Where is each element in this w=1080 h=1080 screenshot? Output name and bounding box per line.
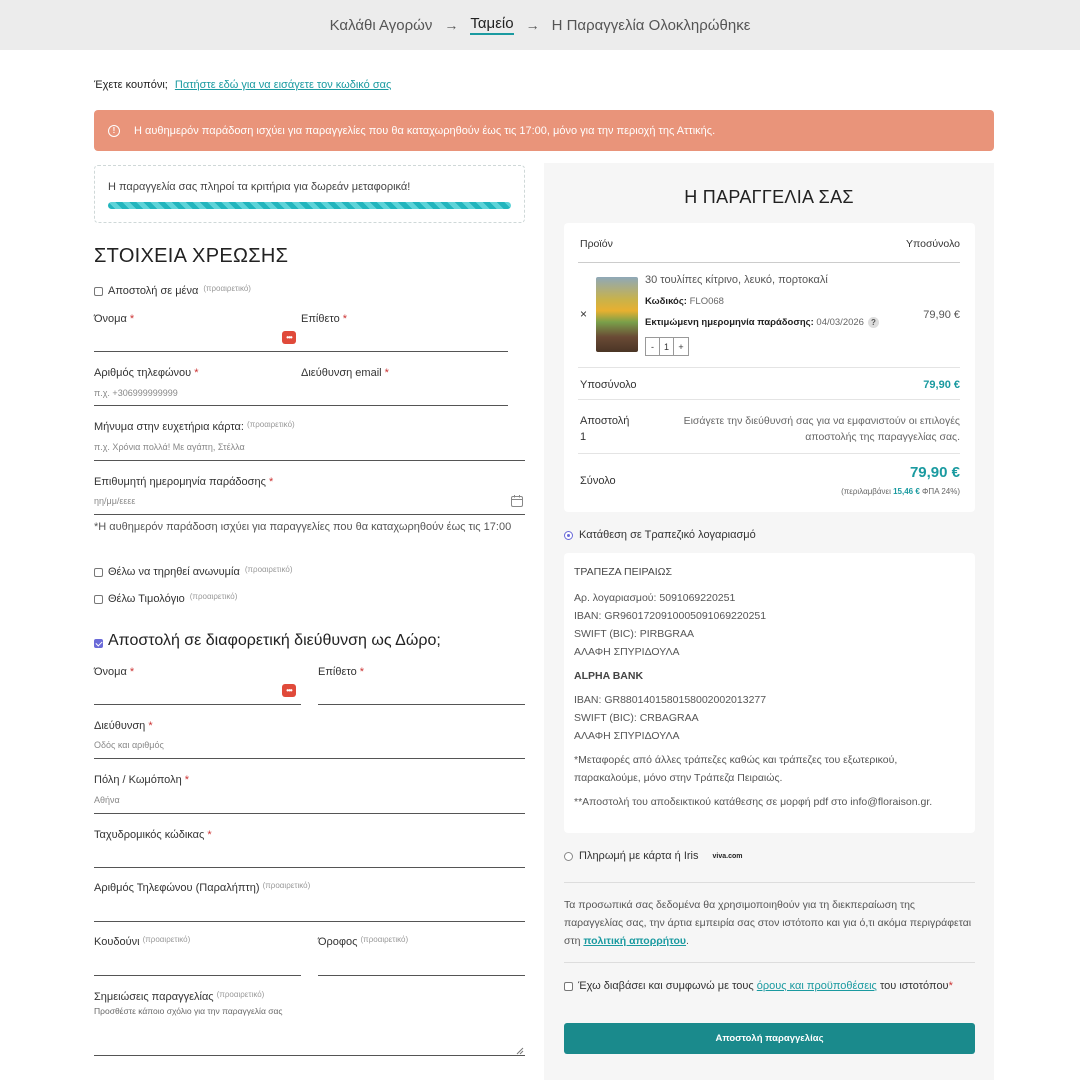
autofill-icon[interactable]: ••• [282,331,296,344]
divider [578,453,960,454]
terms-link[interactable]: όρους και προϋποθέσεις [756,980,877,992]
gift-address-underline [94,758,525,759]
phone-underline [94,405,301,406]
privacy-policy-link[interactable]: πολιτική απορρήτου [583,935,687,947]
product-code: Κωδικός: FLO068 [645,296,724,307]
arrow-right-icon: → [444,17,459,33]
quantity-stepper [645,337,689,356]
product-name[interactable]: 30 τουλίπες κίτρινο, λευκό, πορτοκαλί [645,274,828,286]
first-name-input[interactable] [94,351,301,352]
gift-city-underline [94,813,525,814]
optional-tag: (προαιρετικό) [203,283,251,293]
order-notes-underline [94,1055,525,1056]
invoice-checkbox[interactable] [94,595,103,604]
col-subtotal: Υποσύνολο [906,238,960,250]
delivery-date-input[interactable]: ηη/μμ/εεεε [94,496,136,506]
remove-item-icon[interactable]: × [580,307,588,321]
card-payment-label[interactable]: Πληρωμή με κάρτα ή Iris [579,850,699,862]
autofill-icon[interactable]: ••• [282,684,296,697]
qty-minus-button[interactable]: - [646,338,660,355]
anonymous-row: Θέλω να τηρηθεί ανωνυμία (προαιρετικό) [94,566,292,578]
same-day-notice [94,110,994,151]
bank1-name: ΤΡΑΠΕΖΑ ΠΕΙΡΑΙΩΣ [574,566,672,578]
divider [564,882,975,883]
gift-floor-label: Όροφος $^{(\pi\rho o\alpha\iota\rho\varepsilon\tau\iota\kappa ό)}$ [318,935,409,948]
table-header-divider [578,262,960,263]
card-message-label: Μήνυμα στην ευχετήρια κάρτα: $^{(\pi\rho o\alpha\iota\rho\varepsilon\tau\iota\kappa ό)}$ [94,420,295,433]
shipping-text: Εισάγετε την διεύθυνσή σας για να εμφανιστούν οι επιλογές αποστολής της παραγγελίας σας. [683,415,960,443]
vat-note: (περιλαμβάνει 15,46 € ΦΠΑ 24%) [841,487,960,496]
gift-postcode-input[interactable] [94,867,525,868]
coupon-link[interactable]: Πατήστε εδώ για να εισάγετε τον κωδικό σας [174,79,392,91]
coupon-prompt [94,79,391,91]
gift-floor-input[interactable] [318,975,525,976]
gift-first-name-label: Όνομα * [94,666,135,678]
email-label: Διεύθυνση email * [301,367,389,379]
gift-recipient-phone-input[interactable] [94,921,525,922]
total-value: 79,90 € [909,464,960,481]
bank-transfer-radio[interactable] [564,531,573,540]
bank2-holder: ΑΛΑΦΗ ΣΠΥΡΙΔΟΥΛΑ [574,730,680,742]
breadcrumb-checkout[interactable]: Ταμείο [470,15,513,35]
order-notes-input[interactable]: Προσθέστε κάποιο σχόλιο για την παραγγελία σας [94,1006,283,1016]
payment-card-row [564,850,742,862]
info-icon: ! [108,125,120,137]
total-label: Σύνολο [580,475,616,487]
bank1-swift: SWIFT (BIC): PIRBGRAA [574,628,694,640]
first-name-label: Όνομα * [94,313,135,325]
gift-last-name-label: Επίθετο * [318,666,365,678]
send-to-me-checkbox[interactable] [94,287,103,296]
free-shipping-progress [108,202,511,209]
email-input[interactable] [301,405,508,406]
qty-plus-button[interactable]: + [678,341,684,352]
shipping-label: Αποστολή 1 [580,415,630,443]
gift-doorbell-input[interactable] [94,975,301,976]
gift-city-label: Πόλη / Κωμόπολη * [94,774,190,786]
place-order-button[interactable]: Αποστολή παραγγελίας [564,1023,975,1054]
card-payment-radio[interactable] [564,852,573,861]
gift-checkbox-wrap [94,639,103,651]
gift-checkbox[interactable] [94,639,103,648]
bank2-name: ALPHA BANK [574,670,644,682]
phone-input[interactable]: π.χ. +306999999999 [94,388,178,398]
last-name-input[interactable] [301,351,508,352]
gift-recipient-phone-label: Αριθμός Τηλεφώνου (Παραλήπτη) $^{(\pi\rho o\alpha\iota\rho\varepsilon\tau\iota\kappa ό)}$ [94,881,311,894]
bank2-iban: IBAN: GR8801401580158002002013277 [574,694,767,706]
invoice-row: Θέλω Τιμολόγιο (προαιρετικό) [94,593,237,605]
payment-bank-row [564,529,756,541]
bank-transfer-label[interactable]: Κατάθεση σε Τραπεζικό λογαριασμό [579,529,756,541]
bank1-account: Αρ. λογαριασμού: 5091069220251 [574,592,736,604]
subtotal-label: Υποσύνολο [580,379,637,391]
gift-city-input[interactable]: Αθήνα [94,795,120,805]
delivery-date-label: Επιθυμητή ημερομηνία παράδοσης * [94,476,274,488]
breadcrumb-cart[interactable]: Καλάθι Αγορών [329,16,433,34]
product-thumbnail[interactable] [596,277,638,352]
gift-address-label: Διεύθυνση * [94,720,153,732]
gift-doorbell-label: Κουδούνι $^{(\pi\rho o\alpha\iota\rho\varepsilon\tau\iota\kappa ό)}$ [94,935,191,948]
divider [564,962,975,963]
bank1-iban: IBAN: GR9601720910005091069220251 [574,610,767,622]
calendar-icon[interactable] [510,494,524,511]
bank-details [574,563,964,811]
gift-postcode-label: Ταχυδρομικός κώδικας * [94,829,212,841]
free-shipping-box [94,165,525,223]
order-notes-label: Σημειώσεις παραγγελίας $^{(\pi\rho o\alpha\iota\rho\varepsilon\tau\iota\kappa ό)}$ [94,990,265,1003]
bank2-swift: SWIFT (BIC): CRBAGRAA [574,712,699,724]
send-to-me-label: Αποστολή σε μένα [108,285,199,297]
delivery-note: *Η αυθημερόν παράδοση ισχύει για παραγγελίες που θα καταχωρηθούν έως τις 17:00 [94,521,512,533]
subtotal-value: 79,90 € [923,379,960,391]
coupon-question: Έχετε κουπόνι; [94,79,168,91]
last-name-label: Επίθετο * [301,313,348,325]
terms-row: Έχω διαβάσει και συμφωνώ με τους όρους και προϋποθέσεις του ιστοτόπου* [564,977,975,996]
breadcrumb [0,0,1080,50]
bank-note-2: **Αποστολή του αποδεικτικού κατάθεσης σε μορφή pdf στο info@floraison.gr. [574,796,933,808]
gift-title: Αποστολή σε διαφορετική διεύθυνση ως Δώρο; [108,632,441,649]
terms-checkbox[interactable] [564,982,573,991]
arrow-right-icon: → [525,17,540,33]
delivery-date-underline [94,514,525,515]
privacy-notice: Τα προσωπικά σας δεδομένα θα χρησιμοποιηθούν για τη διεκπεραίωση της παραγγελίας σας, την άρτια εμπειρία σας στον ιστότοπο και για ό,τι ακόμα περιγράφεται στη πολιτική απορρήτου. [564,899,972,947]
resize-handle-icon[interactable] [516,1046,524,1058]
product-delivery: Εκτιμώμενη ημερομηνία παράδοσης: 04/03/2026 ? [645,317,879,328]
breadcrumb-complete: Η Παραγγελία Ολοκληρώθηκε [551,16,751,34]
bank-note-1: *Μεταφορές από άλλες τράπεζες καθώς και τράπεζες του εξωτερικού, παρακαλούμε, μόνο στην Τράπεζα Πειραιώς. [574,754,898,784]
billing-title: ΣΤΟΙΧΕΙΑ ΧΡΕΩΣΗΣ [94,245,289,267]
send-to-me-row [94,285,251,297]
bank1-holder: ΑΛΑΦΗ ΣΠΥΡΙΔΟΥΛΑ [574,646,680,658]
divider [578,399,960,400]
phone-label: Αριθμός τηλεφώνου * [94,367,199,379]
card-message-input[interactable]: π.χ. Χρόνια πολλά! Με αγάπη, Στέλλα [94,442,245,452]
qty-input[interactable]: 1 [660,338,674,355]
divider [578,367,960,368]
order-title: Η ΠΑΡΑΓΓΕΛΙΑ ΣΑΣ [684,187,854,207]
product-price: 79,90 € [923,309,960,321]
free-shipping-text: Η παραγγελία σας πληροί τα κριτήρια για δωρεάν μεταφορικά! [108,181,411,193]
gift-last-name-input[interactable] [318,704,525,705]
anonymous-checkbox[interactable] [94,568,103,577]
help-icon[interactable]: ? [868,317,879,328]
col-product: Προϊόν [580,238,613,250]
card-message-underline [94,460,525,461]
gift-address-input[interactable]: Οδός και αριθμός [94,740,164,750]
viva-logo: viva.com [712,852,743,860]
notice-text: Η αυθημερόν παράδοση ισχύει για παραγγελίες που θα καταχωρηθούν έως τις 17:00, μόνο για την περιοχή της Αττικής. [134,124,716,137]
gift-first-name-input[interactable] [94,704,301,705]
